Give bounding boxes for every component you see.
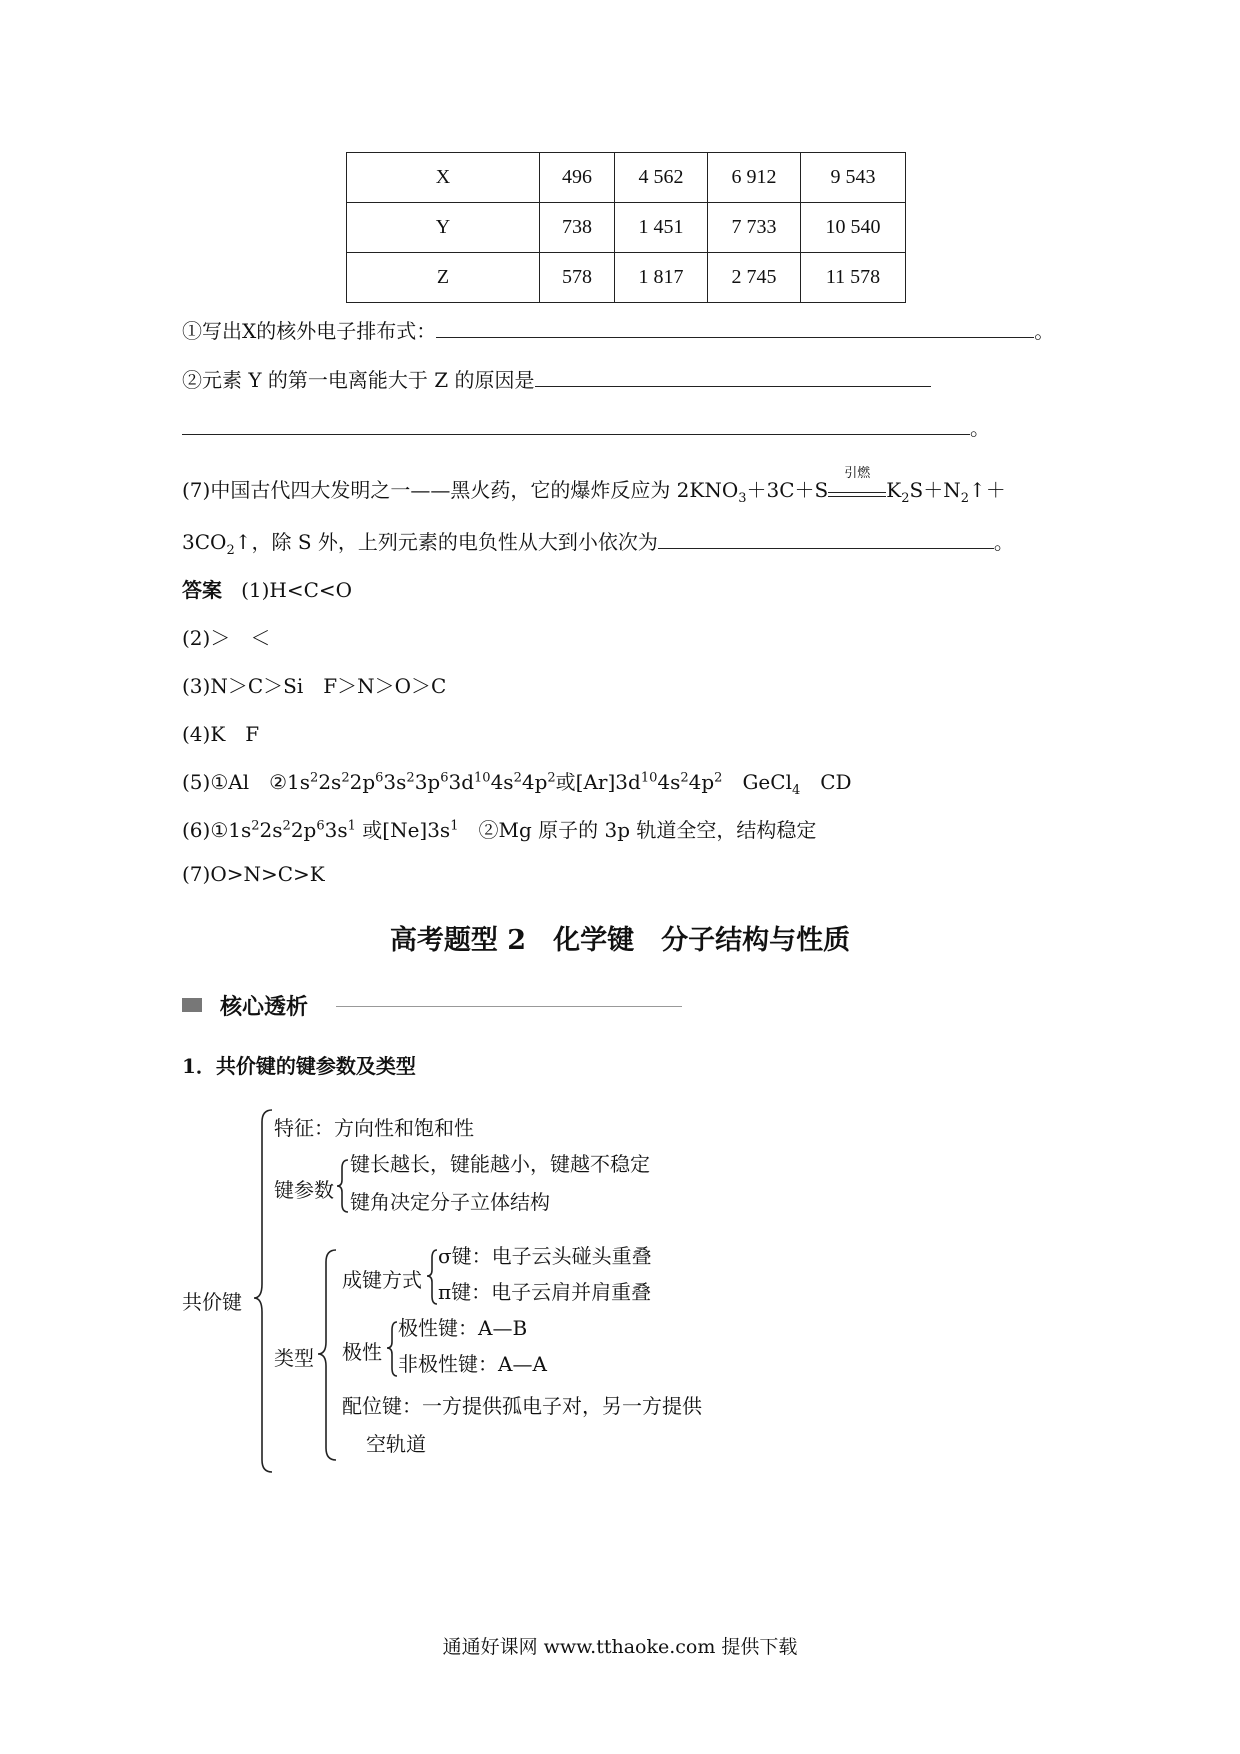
table-cell: 11 578 xyxy=(801,253,906,303)
answer-3: (3)N＞C＞Si F＞N＞O＞C xyxy=(182,674,447,698)
subscript: 4 xyxy=(791,783,801,798)
main-brace xyxy=(254,1110,272,1472)
bond-mode-brace xyxy=(427,1250,437,1304)
question-text: ①写出X的核外电子排布式： xyxy=(182,319,437,343)
answer-text: 3s xyxy=(324,818,348,842)
tree-feature: 特征：方向性和饱和性 xyxy=(274,1116,474,1140)
subscript: 3 xyxy=(738,491,747,506)
table-cell: 4 562 xyxy=(615,153,708,203)
table-cell: X xyxy=(347,153,540,203)
tree-polarity-label: 极性 xyxy=(342,1340,382,1364)
superscript: 6 xyxy=(375,770,384,786)
answer-text: 或[Ar]3d xyxy=(555,770,641,794)
table-cell: 578 xyxy=(540,253,615,303)
answer-text: 3p xyxy=(414,770,441,794)
types-brace xyxy=(318,1250,336,1460)
superscript: 2 xyxy=(282,818,291,834)
answer-text: 2s xyxy=(259,818,283,842)
table-cell: Z xyxy=(347,253,540,303)
superscript: 2 xyxy=(714,770,723,786)
answer-text: 3d xyxy=(448,770,475,794)
table-cell: 7 733 xyxy=(708,203,801,253)
superscript: 2 xyxy=(513,770,522,786)
tree-coordinate-bond-continuation: 空轨道 xyxy=(366,1432,426,1456)
table-cell: 1 451 xyxy=(615,203,708,253)
superscript: 10 xyxy=(640,770,658,786)
section-title: 高考题型 2 化学键 分子结构与性质 xyxy=(389,925,851,956)
answer-text: (1)H<C<O xyxy=(241,578,353,602)
tree-sigma-bond: σ键：电子云头碰头重叠 xyxy=(438,1244,652,1268)
subscript: 2 xyxy=(226,543,235,558)
answer-text: 4p xyxy=(521,770,548,794)
table-cell: 6 912 xyxy=(708,153,801,203)
answer-text: 4p xyxy=(688,770,715,794)
answer-text: CD xyxy=(800,770,852,794)
superscript: 2 xyxy=(341,770,350,786)
question-text: 3CO xyxy=(182,530,227,554)
answer-text: 3s xyxy=(383,770,407,794)
superscript: 10 xyxy=(474,770,491,786)
tree-nonpolar-bond: 非极性键：A—A xyxy=(398,1352,547,1376)
footer-credit: 通通好课网 www.tthaoke.com 提供下载 xyxy=(442,1636,798,1658)
question-text: ＋3C＋S xyxy=(746,478,829,502)
answer-text: 或[Ne]3s xyxy=(355,818,451,842)
question-text: ↑，除 S 外，上列元素的电负性从大到小依次为 xyxy=(234,530,658,554)
tree-bond-mode-label: 成键方式 xyxy=(342,1268,422,1292)
answer-text: GeCl xyxy=(722,770,792,794)
tree-pi-bond: π键：电子云肩并肩重叠 xyxy=(438,1280,652,1304)
question-text: ②元素 Y 的第一电离能大于 Z 的原因是 xyxy=(182,368,535,392)
superscript: 1 xyxy=(347,818,356,834)
table-cell: 2 745 xyxy=(708,253,801,303)
answer-4: (4)K F xyxy=(182,722,260,746)
table-cell: 10 540 xyxy=(801,203,906,253)
tree-types-label: 类型 xyxy=(274,1346,314,1370)
tree-root-covalent-bond: 共价键 xyxy=(182,1290,242,1314)
answer-text: (6)①1s xyxy=(182,818,252,842)
question-text: ↑＋ xyxy=(968,478,1006,502)
period: 。 xyxy=(1034,319,1055,343)
answer-text: 2p xyxy=(349,770,376,794)
tree-params-label: 键参数 xyxy=(274,1178,334,1202)
superscript: 6 xyxy=(316,818,325,834)
polarity-brace xyxy=(387,1322,397,1376)
answer-label: 答案 xyxy=(182,578,222,602)
answer-text: (5)①Al ②1s xyxy=(182,770,311,794)
table-cell: 9 543 xyxy=(801,153,906,203)
answer-text: 2s xyxy=(318,770,342,794)
subscript: 2 xyxy=(960,491,969,506)
subscript: 2 xyxy=(901,491,910,506)
table-cell: 496 xyxy=(540,153,615,203)
tree-param-1: 键长越长，键能越小，键越不稳定 xyxy=(350,1152,650,1176)
params-brace xyxy=(337,1160,348,1212)
table-cell: 738 xyxy=(540,203,615,253)
superscript: 2 xyxy=(680,770,689,786)
answer-7: (7)O>N>C>K xyxy=(182,862,325,886)
superscript: 2 xyxy=(406,770,415,786)
superscript: 2 xyxy=(251,818,260,834)
reaction-condition-label: 引燃 xyxy=(844,466,871,481)
superscript: 2 xyxy=(310,770,319,786)
table-cell: Y xyxy=(347,203,540,253)
answer-text: 2p xyxy=(290,818,317,842)
tree-polar-bond: 极性键：A—B xyxy=(398,1316,528,1340)
tree-coordinate-bond: 配位键：一方提供孤电子对，另一方提供 xyxy=(342,1394,702,1418)
answer-text: 4s xyxy=(490,770,514,794)
answer-text: 4s xyxy=(657,770,681,794)
answer-2: (2)＞ ＜ xyxy=(182,626,271,650)
question-text: S＋N xyxy=(909,478,961,502)
answer-text: ②Mg 原子的 3p 轨道全空，结构稳定 xyxy=(458,818,817,842)
period: 。 xyxy=(993,530,1014,554)
question-text: (7)中国古代四大发明之一——黑火药，它的爆炸反应为 2KNO xyxy=(182,478,739,502)
question-text: K xyxy=(886,478,902,502)
core-analysis-heading: 核心透析 xyxy=(220,994,309,1020)
item-1-heading: 1．共价键的键参数及类型 xyxy=(182,1054,416,1078)
superscript: 6 xyxy=(440,770,449,786)
superscript: 2 xyxy=(547,770,556,786)
superscript: 1 xyxy=(450,818,459,834)
table-cell: 1 817 xyxy=(615,253,708,303)
period: 。 xyxy=(970,416,990,440)
tree-param-2: 键角决定分子立体结构 xyxy=(350,1190,550,1214)
